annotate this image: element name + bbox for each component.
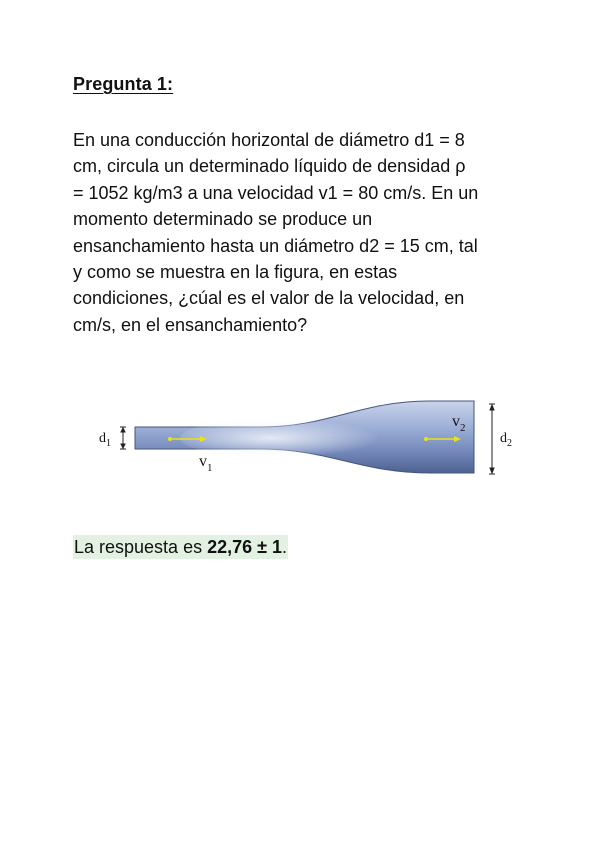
question-line: momento determinado se produce un (73, 209, 373, 230)
question-line: ensanchamiento hasta un diámetro d2 = 15 cm, tal (73, 235, 478, 256)
d2-dimension-marker (489, 404, 495, 474)
answer-line (73, 535, 288, 559)
question-line: condiciones, ¿cúal es el valor de la velocidad, en (73, 288, 465, 309)
question-line: = 1052 kg/m3 a una velocidad v1 = 80 cm/s. En un (73, 182, 479, 203)
answer-prefix: La respuesta es (74, 537, 208, 557)
answer-value: 22,76 ± 1 (207, 537, 283, 557)
question-line: cm/s, en el ensanchamiento? (73, 314, 308, 335)
d1-dimension-marker (120, 427, 126, 449)
answer-suffix: . (282, 537, 288, 557)
question-text (73, 127, 543, 338)
question-line: En una conducción horizontal de diámetro d1 = 8 (73, 130, 465, 150)
v1-label: $v_1$ (199, 453, 213, 474)
pipe-expansion-figure (90, 390, 530, 490)
question-line: cm, circula un determinado líquido de densidad ρ (73, 156, 466, 177)
d2-label: $d_2$ (500, 431, 512, 449)
d1-label: $d_1$ (99, 431, 111, 449)
question-heading: Pregunta 1: (73, 74, 174, 94)
v2-label: $v_2$ (452, 413, 466, 434)
question-line: y como se muestra en la figura, en estas (73, 262, 398, 283)
pipe-highlight (180, 416, 420, 460)
